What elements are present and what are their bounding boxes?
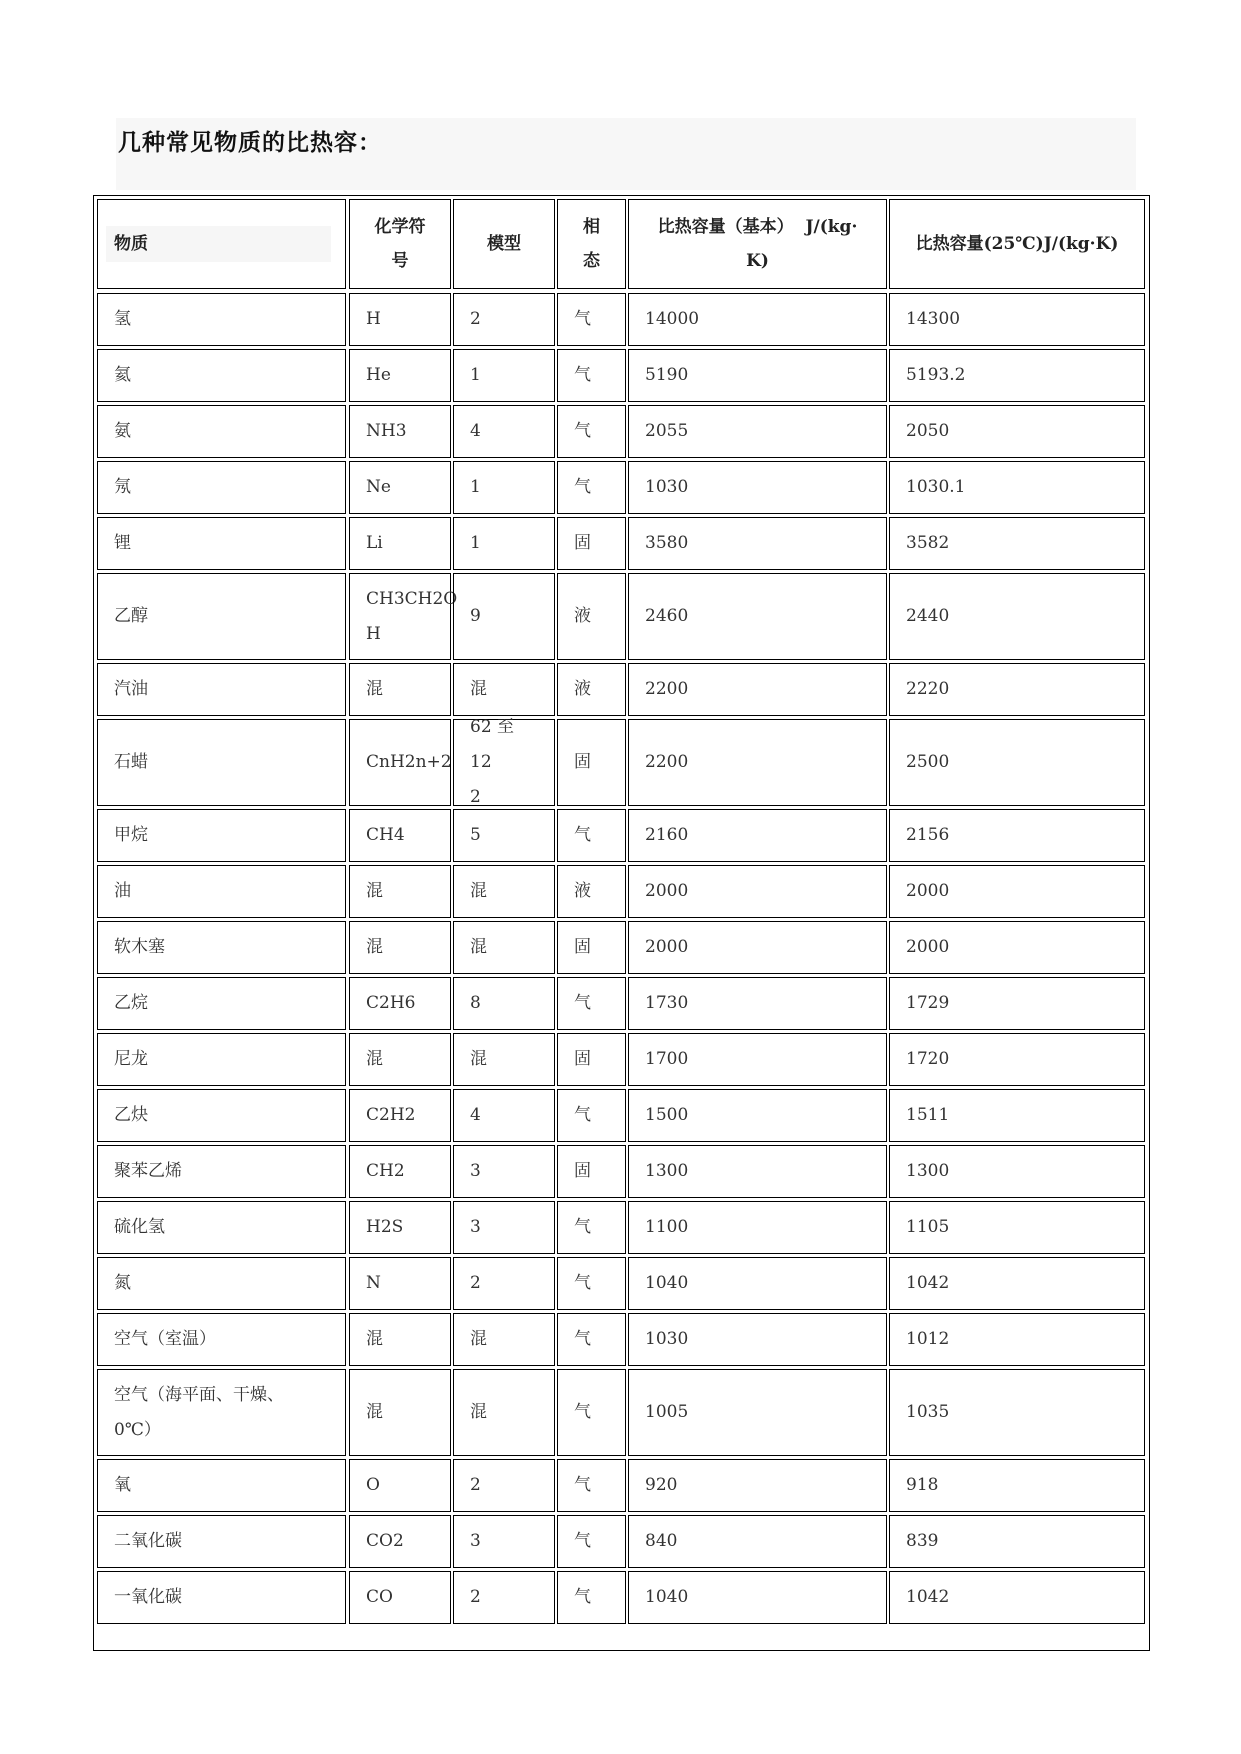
cell-cp-basic (628, 977, 887, 1030)
cell-formula-text: CH3CH2O H (366, 588, 458, 644)
cell-substance (97, 719, 346, 806)
cell-model-text: 2 (470, 1273, 481, 1293)
cell-formula (349, 1257, 451, 1310)
cell-substance (97, 1515, 346, 1568)
cell-cp-25c (889, 1089, 1145, 1142)
cell-cp-basic (628, 517, 887, 570)
cell-substance-text: 氮 (114, 1273, 131, 1293)
cell-cp-basic-text: 1700 (645, 1049, 689, 1069)
cell-cp-basic (628, 1257, 887, 1310)
cell-cp-25c (889, 663, 1145, 716)
cell-cp-basic (628, 663, 887, 716)
cell-cp-25c (889, 865, 1145, 918)
cell-cp-25c-text: 2220 (906, 679, 950, 699)
cell-formula-text: Ne (366, 477, 391, 497)
cell-cp-25c-text: 2000 (906, 881, 950, 901)
cell-cp-basic (628, 719, 887, 806)
cell-formula-text: 混 (366, 679, 383, 699)
cell-substance (97, 1369, 346, 1456)
cell-substance-text: 石蜡 (114, 752, 148, 772)
cell-formula-text: 混 (366, 1049, 383, 1069)
cell-model (453, 663, 555, 716)
cell-cp-25c-text: 1105 (906, 1217, 950, 1237)
cell-cp-basic (628, 921, 887, 974)
cell-cp-25c (889, 1257, 1145, 1310)
cell-phase-text: 气 (574, 1329, 591, 1349)
cell-phase (557, 1145, 626, 1198)
cell-formula (349, 573, 458, 660)
cell-cp-25c-text: 1012 (906, 1329, 950, 1349)
cell-phase-text: 气 (574, 309, 591, 329)
header-phase (557, 199, 626, 289)
cell-formula-text: CO (366, 1587, 393, 1607)
cell-substance-text: 空气（海平面、干燥、 0℃） (114, 1384, 284, 1440)
cell-cp-25c-text: 1300 (906, 1161, 950, 1181)
cell-phase (557, 719, 626, 806)
cell-phase (557, 663, 626, 716)
cell-cp-25c (889, 573, 1145, 660)
cell-formula-text: He (366, 365, 391, 385)
cell-formula (349, 663, 451, 716)
cell-phase (557, 573, 626, 660)
cell-model (453, 719, 555, 806)
cell-formula (349, 719, 451, 806)
cell-phase (557, 1515, 626, 1568)
cell-model (453, 921, 555, 974)
cell-cp-basic-text: 2160 (645, 825, 689, 845)
cell-phase (557, 809, 626, 862)
cell-cp-25c (889, 719, 1145, 806)
cell-model (453, 1515, 555, 1568)
cell-phase-text: 气 (574, 1217, 591, 1237)
header-formula-text: 化学符 号 (374, 217, 426, 271)
cell-formula (349, 349, 451, 402)
cell-model (453, 573, 555, 660)
cell-model (453, 1033, 555, 1086)
cell-model-text: 5 (470, 825, 481, 845)
cell-cp-basic-text: 2000 (645, 881, 689, 901)
header-model (453, 199, 555, 289)
cell-phase-text: 气 (574, 477, 591, 497)
cell-substance-text: 油 (114, 881, 131, 901)
cell-cp-25c (889, 1369, 1145, 1456)
cell-substance-text: 二氧化碳 (114, 1531, 182, 1551)
cell-substance (97, 1201, 346, 1254)
cell-cp-25c (889, 1201, 1145, 1254)
cell-model-text: 2 (470, 1587, 481, 1607)
cell-formula-text: 混 (366, 1329, 383, 1349)
cell-cp-25c (889, 293, 1145, 346)
cell-cp-basic (628, 1201, 887, 1254)
cell-phase (557, 1089, 626, 1142)
cell-cp-basic (628, 1369, 887, 1456)
cell-cp-25c-text: 1042 (906, 1587, 950, 1607)
cell-cp-25c-text: 2000 (906, 937, 950, 957)
cell-phase-text: 气 (574, 1402, 591, 1422)
cell-phase-text: 气 (574, 421, 591, 441)
cell-formula-text: 混 (366, 881, 383, 901)
cell-cp-25c (889, 1459, 1145, 1512)
cell-cp-25c-text: 14300 (906, 309, 961, 329)
cell-formula (349, 1369, 451, 1456)
cell-model (453, 865, 555, 918)
cell-cp-25c (889, 1145, 1145, 1198)
cell-formula-text: CH4 (366, 825, 405, 845)
cell-formula-text: CO2 (366, 1531, 404, 1551)
cell-phase-text: 气 (574, 365, 591, 385)
cell-model-text: 1 (470, 365, 481, 385)
header-model-text: 模型 (487, 234, 521, 254)
cell-cp-basic-text: 2055 (645, 421, 689, 441)
cell-phase (557, 517, 626, 570)
cell-substance (97, 293, 346, 346)
cell-phase-text: 液 (574, 679, 591, 699)
cell-model-text: 3 (470, 1217, 481, 1237)
cell-cp-25c-text: 1729 (906, 993, 950, 1013)
cell-cp-basic (628, 1145, 887, 1198)
cell-model-text: 混 (470, 937, 487, 957)
cell-cp-25c (889, 977, 1145, 1030)
cell-cp-basic-text: 2460 (645, 606, 689, 626)
cell-cp-basic-text: 2200 (645, 679, 689, 699)
cell-cp-25c (889, 809, 1145, 862)
cell-model (453, 1313, 555, 1366)
cell-phase-text: 液 (574, 881, 591, 901)
cell-phase-text: 固 (574, 1161, 591, 1181)
cell-substance (97, 517, 346, 570)
cell-model (453, 809, 555, 862)
cell-cp-basic-text: 1040 (645, 1587, 689, 1607)
cell-cp-25c (889, 461, 1145, 514)
cell-substance (97, 405, 346, 458)
cell-substance-text: 一氧化碳 (114, 1587, 182, 1607)
cell-substance-text: 乙烷 (114, 993, 148, 1013)
cell-cp-basic (628, 349, 887, 402)
cell-phase (557, 1257, 626, 1310)
cell-phase (557, 977, 626, 1030)
cell-substance-text: 氖 (114, 477, 131, 497)
cell-model-text: 1 (470, 533, 481, 553)
cell-model (453, 1201, 555, 1254)
cell-substance (97, 1145, 346, 1198)
cell-cp-25c-text: 5193.2 (906, 365, 966, 385)
cell-formula-text: C2H6 (366, 993, 416, 1013)
cell-substance (97, 1089, 346, 1142)
cell-formula (349, 1089, 451, 1142)
cell-cp-25c (889, 405, 1145, 458)
cell-formula (349, 1033, 451, 1086)
cell-formula (349, 1313, 451, 1366)
cell-model (453, 977, 555, 1030)
cell-model-text: 1 (470, 477, 481, 497)
cell-cp-25c-text: 1030.1 (906, 477, 966, 497)
cell-phase (557, 349, 626, 402)
cell-phase-text: 气 (574, 1105, 591, 1125)
cell-substance-text: 锂 (114, 533, 131, 553)
cell-substance (97, 461, 346, 514)
cell-cp-25c (889, 1313, 1145, 1366)
cell-cp-25c (889, 349, 1145, 402)
cell-model (453, 349, 555, 402)
header-cp-25c (889, 199, 1145, 289)
cell-substance (97, 1313, 346, 1366)
cell-cp-basic (628, 1033, 887, 1086)
header-formula (349, 199, 451, 289)
cell-model-text: 3 (470, 1531, 481, 1551)
cell-cp-25c-text: 2440 (906, 606, 950, 626)
cell-cp-25c-text: 1035 (906, 1402, 950, 1422)
cell-model-text: 混 (470, 1329, 487, 1349)
cell-formula (349, 405, 451, 458)
cell-phase (557, 461, 626, 514)
cell-substance (97, 1257, 346, 1310)
cell-model-text: 混 (470, 679, 487, 699)
header-substance-text: 物质 (114, 234, 148, 254)
cell-formula-text: NH3 (366, 421, 407, 441)
cell-model-text: 混 (470, 1049, 487, 1069)
cell-formula-text: 混 (366, 1402, 383, 1422)
cell-formula-text: C2H2 (366, 1105, 416, 1125)
cell-model-text: 2 (470, 309, 481, 329)
cell-substance-text: 空气（室温） (114, 1329, 216, 1349)
header-substance (97, 199, 346, 289)
cell-formula-text: H2S (366, 1217, 404, 1237)
cell-cp-25c-text: 1042 (906, 1273, 950, 1293)
cell-phase (557, 865, 626, 918)
cell-cp-basic-text: 840 (645, 1531, 678, 1551)
cell-phase-text: 固 (574, 752, 591, 772)
cell-cp-25c-text: 1511 (906, 1105, 950, 1125)
cell-formula (349, 977, 451, 1030)
cell-model-text: 8 (470, 993, 481, 1013)
cell-model (453, 1089, 555, 1142)
cell-cp-25c (889, 1033, 1145, 1086)
cell-model-text: 混 (470, 1402, 487, 1422)
cell-cp-25c-text: 839 (906, 1531, 939, 1551)
cell-formula-text: Li (366, 533, 383, 553)
cell-substance-text: 汽油 (114, 679, 148, 699)
cell-substance (97, 349, 346, 402)
cell-substance-text: 氨 (114, 421, 131, 441)
cell-model (453, 1571, 555, 1624)
cell-model (453, 1145, 555, 1198)
cell-cp-25c-text: 2050 (906, 421, 950, 441)
cell-substance-text: 氧 (114, 1475, 131, 1495)
cell-cp-basic-text: 1300 (645, 1161, 689, 1181)
cell-cp-25c-text: 918 (906, 1475, 939, 1495)
cell-substance-text: 甲烷 (114, 825, 148, 845)
cell-cp-basic-text: 1030 (645, 1329, 689, 1349)
cell-substance (97, 977, 346, 1030)
cell-phase (557, 1313, 626, 1366)
header-cp-basic-text: 比热容量（基本） J/(kg· K) (657, 217, 858, 271)
cell-phase-text: 气 (574, 1531, 591, 1551)
cell-cp-basic-text: 1100 (645, 1217, 689, 1237)
cell-cp-basic-text: 1500 (645, 1105, 689, 1125)
cell-substance (97, 1459, 346, 1512)
cell-phase (557, 1369, 626, 1456)
cell-formula (349, 1145, 451, 1198)
cell-phase (557, 921, 626, 974)
cell-substance (97, 573, 346, 660)
header-cp-25c-text: 比热容量(25℃)J/(kg·K) (915, 234, 1119, 254)
cell-cp-basic (628, 573, 887, 660)
cell-formula (349, 293, 451, 346)
cell-formula-text: CH2 (366, 1161, 405, 1181)
cell-cp-basic-text: 3580 (645, 533, 689, 553)
header-phase-text: 相 态 (583, 217, 600, 271)
cell-cp-basic (628, 1089, 887, 1142)
cell-cp-25c-text: 1720 (906, 1049, 950, 1069)
cell-substance-text: 乙醇 (114, 606, 148, 626)
cell-cp-25c-text: 2156 (906, 825, 950, 845)
cell-phase-text: 固 (574, 937, 591, 957)
cell-phase-text: 固 (574, 533, 591, 553)
cell-model (453, 461, 555, 514)
cell-model (453, 405, 555, 458)
cell-formula-text: CnH2n+2 (366, 752, 452, 772)
cell-phase (557, 405, 626, 458)
cell-cp-basic-text: 2000 (645, 937, 689, 957)
cell-formula (349, 461, 451, 514)
cell-formula (349, 517, 451, 570)
cell-formula (349, 1459, 451, 1512)
cell-formula (349, 1571, 451, 1624)
cell-cp-25c-text: 3582 (906, 533, 950, 553)
header-cp-basic (628, 199, 887, 289)
cell-cp-basic (628, 809, 887, 862)
cell-cp-basic-text: 1005 (645, 1402, 689, 1422)
cell-phase-text: 气 (574, 993, 591, 1013)
cell-phase-text: 气 (574, 1273, 591, 1293)
cell-substance (97, 809, 346, 862)
cell-formula (349, 1201, 451, 1254)
cell-substance (97, 865, 346, 918)
cell-substance (97, 663, 346, 716)
cell-formula-text: H (366, 309, 381, 329)
cell-substance-text: 氢 (114, 309, 131, 329)
cell-substance-text: 聚苯乙烯 (114, 1161, 182, 1181)
cell-substance-text: 氦 (114, 365, 131, 385)
cell-phase-text: 固 (574, 1049, 591, 1069)
cell-phase-text: 液 (574, 606, 591, 626)
cell-phase-text: 气 (574, 1475, 591, 1495)
cell-cp-basic-text: 14000 (645, 309, 700, 329)
cell-formula-text: N (366, 1273, 381, 1293)
cell-cp-basic (628, 865, 887, 918)
cell-cp-basic (628, 405, 887, 458)
cell-phase-text: 气 (574, 825, 591, 845)
cell-substance-text: 软木塞 (114, 937, 165, 957)
cell-substance (97, 1571, 346, 1624)
cell-phase (557, 1459, 626, 1512)
cell-model (453, 1369, 555, 1456)
cell-cp-basic (628, 1313, 887, 1366)
cell-formula (349, 865, 451, 918)
cell-cp-25c (889, 921, 1145, 974)
cell-cp-basic (628, 293, 887, 346)
cell-formula (349, 1515, 451, 1568)
cell-model-text: 2 (470, 1475, 481, 1495)
cell-cp-25c (889, 517, 1145, 570)
cell-cp-basic-text: 1730 (645, 993, 689, 1013)
cell-formula-text: 混 (366, 937, 383, 957)
cell-phase-text: 气 (574, 1587, 591, 1607)
cell-model-text: 9 (470, 606, 481, 626)
cell-model (453, 293, 555, 346)
cell-substance-text: 尼龙 (114, 1049, 148, 1069)
cell-model (453, 1257, 555, 1310)
cell-model (453, 1459, 555, 1512)
cell-model-text: 混 (470, 881, 487, 901)
cell-cp-basic (628, 1571, 887, 1624)
cell-cp-basic-text: 1030 (645, 477, 689, 497)
cell-cp-basic (628, 1515, 887, 1568)
cell-model (453, 517, 555, 570)
cell-formula-text: O (366, 1475, 380, 1495)
cell-cp-basic-text: 5190 (645, 365, 689, 385)
cell-model-text: 62 至 12 2 (470, 717, 515, 807)
page-title: 几种常见物质的比热容： (118, 129, 382, 156)
cell-phase (557, 293, 626, 346)
cell-model-text: 4 (470, 1105, 481, 1125)
cell-model-text: 4 (470, 421, 481, 441)
cell-substance-text: 硫化氢 (114, 1217, 165, 1237)
cell-cp-25c (889, 1571, 1145, 1624)
cell-phase (557, 1201, 626, 1254)
cell-substance (97, 921, 346, 974)
cell-cp-basic-text: 920 (645, 1475, 678, 1495)
cell-cp-basic-text: 1040 (645, 1273, 689, 1293)
cell-cp-basic-text: 2200 (645, 752, 689, 772)
cell-phase (557, 1571, 626, 1624)
cell-cp-basic (628, 1459, 887, 1512)
cell-cp-25c (889, 1515, 1145, 1568)
cell-formula (349, 921, 451, 974)
cell-substance (97, 1033, 346, 1086)
cell-formula (349, 809, 451, 862)
cell-cp-basic (628, 461, 887, 514)
cell-model-text: 3 (470, 1161, 481, 1181)
cell-cp-25c-text: 2500 (906, 752, 950, 772)
cell-phase (557, 1033, 626, 1086)
cell-substance-text: 乙炔 (114, 1105, 148, 1125)
